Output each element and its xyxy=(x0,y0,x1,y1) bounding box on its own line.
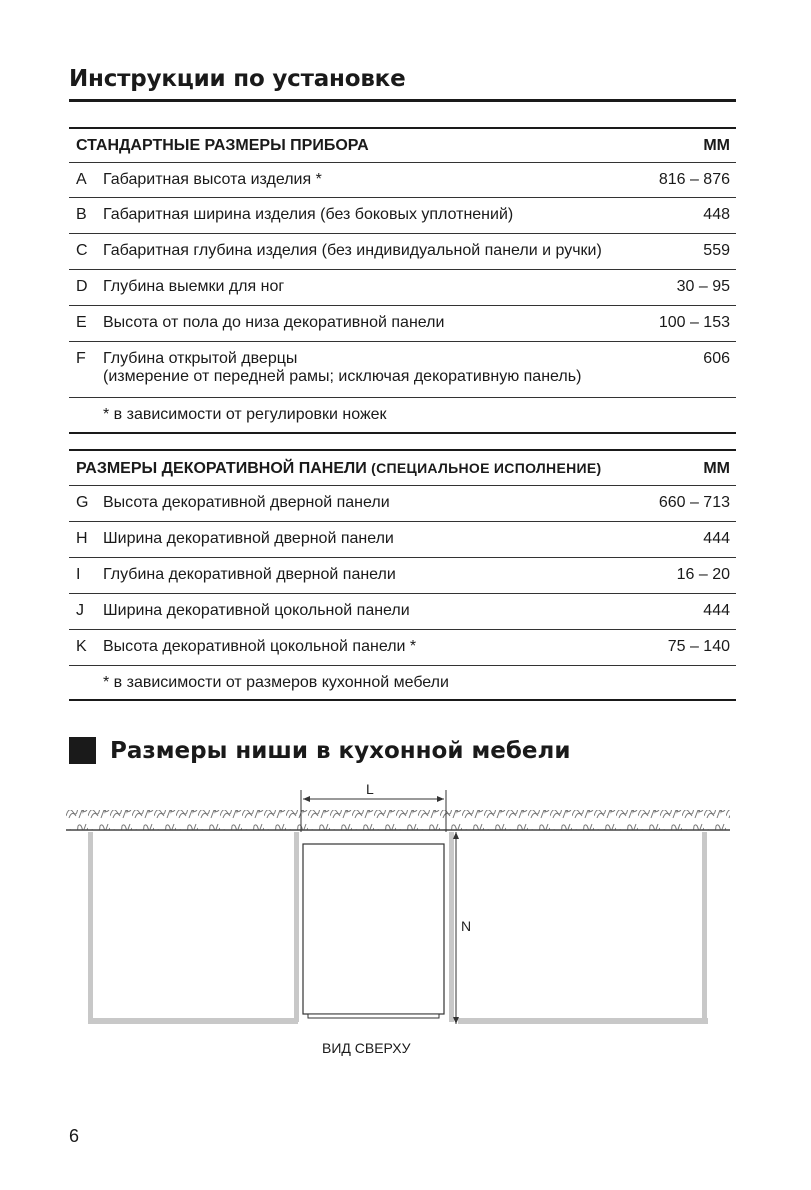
row-value: 448 xyxy=(703,206,730,223)
row-value: 606 xyxy=(703,350,730,367)
left-cabinet-inner-side xyxy=(294,832,299,1022)
row-letter: F xyxy=(76,350,86,367)
page-number: 6 xyxy=(69,1126,80,1146)
wall-texture xyxy=(66,810,730,830)
row-value: 444 xyxy=(703,602,730,619)
row-value: 100 – 153 xyxy=(658,314,730,331)
footnote: * в зависимости от регулировки ножек xyxy=(103,406,387,423)
table-header-sub: (СПЕЦИАЛЬНОЕ ИСПОЛНЕНИЕ) xyxy=(371,460,602,476)
footnote: * в зависимости от размеров кухонной мебели xyxy=(103,674,449,691)
row-label: Габаритная ширина изделия (без боковых уплотнений) xyxy=(103,206,514,223)
row-label: Глубина открытой дверцы xyxy=(103,350,298,367)
row-letter: J xyxy=(76,602,84,619)
table-header: СТАНДАРТНЫЕ РАЗМЕРЫ ПРИБОРА xyxy=(76,137,369,154)
row-letter: D xyxy=(76,278,88,295)
view-label: ВИД СВЕРХУ xyxy=(322,1040,411,1056)
row-letter: G xyxy=(76,494,89,511)
row-letter: I xyxy=(76,566,81,583)
row-label: Глубина декоративной дверной панели xyxy=(103,566,396,583)
table-header: РАЗМЕРЫ ДЕКОРАТИВНОЙ ПАНЕЛИ xyxy=(76,460,367,477)
row-letter: K xyxy=(76,638,87,655)
row-letter: A xyxy=(76,171,87,188)
row-label-line2: (измерение от передней рамы; исключая декоративную панель) xyxy=(103,368,582,385)
section-title: Размеры ниши в кухонной мебели xyxy=(110,737,571,764)
row-label: Габаритная глубина изделия (без индивидуальной панели и ручки) xyxy=(103,242,602,259)
right-cabinet-front xyxy=(458,1018,708,1024)
left-cabinet-front xyxy=(88,1018,298,1024)
right-cabinet-inner-side xyxy=(449,832,454,1022)
row-label: Габаритная высота изделия * xyxy=(103,171,322,188)
row-label: Высота декоративной дверной панели xyxy=(103,494,390,511)
appliance-outline xyxy=(303,844,444,1014)
row-value: 30 – 95 xyxy=(676,278,730,295)
row-value: 75 – 140 xyxy=(667,638,730,655)
unit-header: ММ xyxy=(703,460,730,477)
unit-header: ММ xyxy=(703,137,730,154)
row-value: 16 – 20 xyxy=(676,566,730,583)
row-letter: C xyxy=(76,242,88,259)
row-letter: E xyxy=(76,314,87,331)
dimension-n-label: N xyxy=(461,918,472,934)
row-value: 444 xyxy=(703,530,730,547)
row-label: Ширина декоративной дверной панели xyxy=(103,530,394,547)
row-label: Высота от пола до низа декоративной панели xyxy=(103,314,445,331)
right-cabinet-side xyxy=(702,832,707,1020)
row-letter: H xyxy=(76,530,88,547)
row-label: Глубина выемки для ног xyxy=(103,278,285,295)
row-value: 816 – 876 xyxy=(658,171,730,188)
page-title: Инструкции по установке xyxy=(69,66,406,92)
row-label: Ширина декоративной цокольной панели xyxy=(103,602,410,619)
row-letter: B xyxy=(76,206,87,223)
dimension-l-label: L xyxy=(366,781,374,797)
left-cabinet-side xyxy=(88,832,93,1020)
appliance-door xyxy=(308,1014,439,1018)
row-value: 660 – 713 xyxy=(658,494,730,511)
row-value: 559 xyxy=(703,242,730,259)
row-label: Высота декоративной цокольной панели * xyxy=(103,638,417,655)
